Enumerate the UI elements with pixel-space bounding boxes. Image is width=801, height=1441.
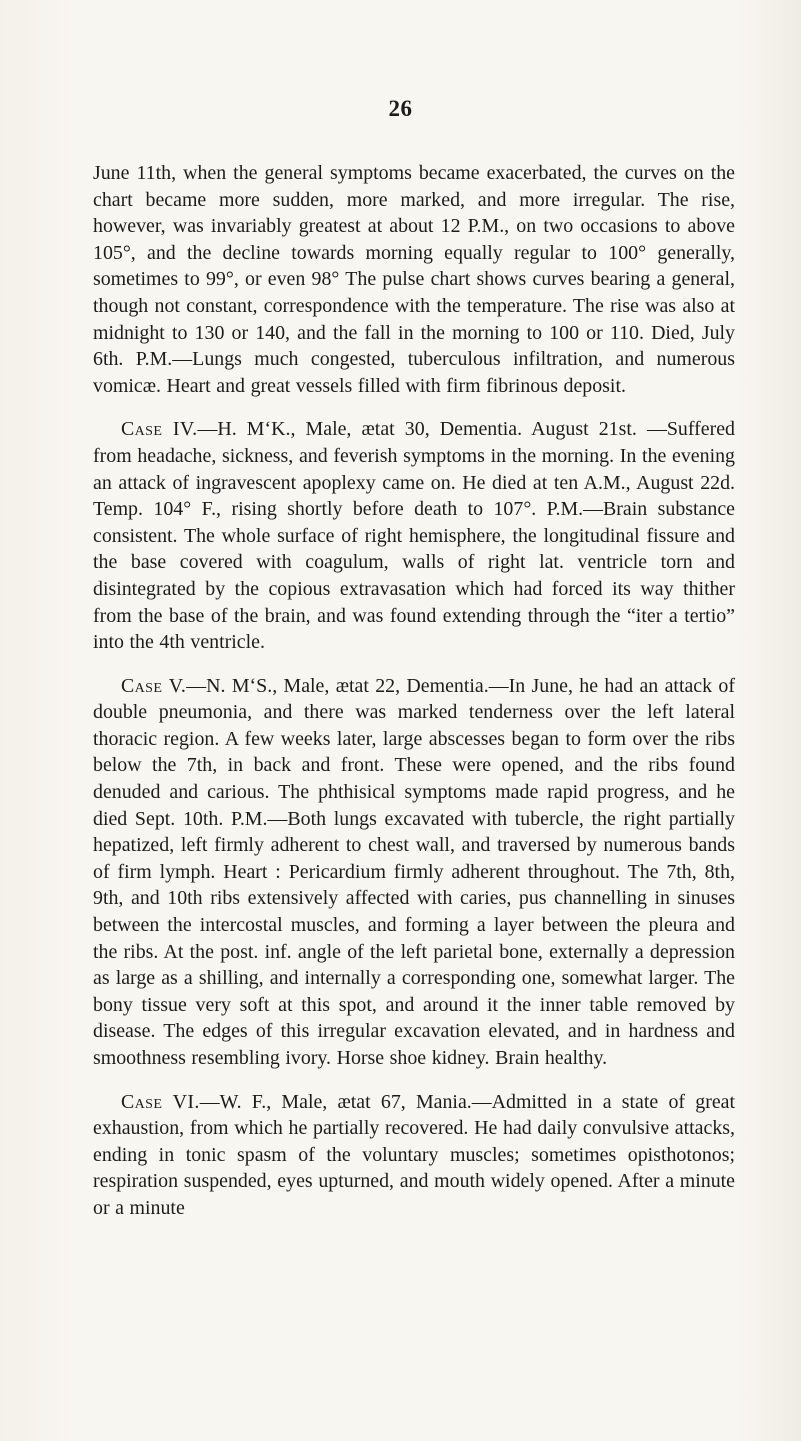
paragraph-gap <box>93 656 735 673</box>
case-heading: Case IV. <box>121 418 198 441</box>
page-number: 26 <box>388 96 413 121</box>
paragraph-case-vi <box>93 1089 735 1222</box>
paragraph-text: —W. F., Male, ætat 67, Mania.—Admitted in a state of great exhaustion, from which he partially recovered. He had daily convulsive attacks, ending in tonic spasm of the voluntary muscles; sometimes opisthotonos; respiration suspended, eyes upturned, and mouth widely opened. After a minute or a minute <box>93 1090 735 1219</box>
paragraph-case-v <box>93 673 735 1072</box>
body-text <box>93 160 735 1222</box>
paragraph-case-iv <box>93 416 735 655</box>
paragraph-continuation <box>93 160 735 399</box>
paragraph-text: —N. M‘S., Male, ætat 22, Dementia.—In June, he had an attack of double pneumonia, and there was marked tenderness over the left lateral thoracic region. A few weeks later, large abscesses began to form over the ribs below the 7th, in back and front. These were opened, and the ribs found denuded and carious. The phthisical symptoms made rapid progress, and he died Sept. 10th. P.M.—Both lungs excavated with tubercle, the right partially hepatized, left firmly adherent to chest wall, and traversed by numerous bands of firm lymph. Heart : Pericardium firmly adherent throughout. The 7th, 8th, 9th, and 10th ribs extensively affected with caries, pus channelling in sinuses between the intercostal muscles, and forming a layer between the pleura and the ribs. At the post. inf. angle of the left parietal bone, externally a depression as large as a shilling, and internally a corresponding one, somewhat larger. The bony tissue very soft at this spot, and around it the inner table removed by disease. The edges of this irregular excavation elevated, and in hardness and smoothness resembling ivory. Horse shoe kidney. Brain healthy. <box>93 674 735 1069</box>
paragraph-text: June 11th, when the general symptoms became exacerbated, the curves on the chart became more sudden, more marked, and more irregular. The rise, however, was invariably greatest at about 12 P.M., on two occasions to above 105°, and the decline towards morning equally regular to 100° generally, sometimes to 99°, or even 98° The pulse chart shows curves bearing a general, though not constant, correspondence with the temperature. The rise was also at midnight to 130 or 140, and the fall in the morning to 100 or 110. Died, July 6th. P.M.—Lungs much congested, tuberculous infiltration, and numerous vomicæ. Heart and great vessels filled with firm fibrinous deposit. <box>93 162 735 397</box>
paragraph-text: —H. M‘K., Male, ætat 30, Dementia. August 21st. —Suffered from headache, sickness, and feverish symptoms in the morning. In the evening an attack of ingravescent apoplexy came on. He died at ten A.M., August 22d. Temp. 104° F., rising shortly before death to 107°. P.M.—Brain substance consistent. The whole surface of right hemisphere, the longitudinal fissure and the base covered with coagulum, walls of right lat. ventricle torn and disintegrated by the copious extravasation which had forced its way thither from the base of the brain, and was found extending through the “iter a tertio” into the 4th ventricle. <box>93 418 735 654</box>
case-heading: Case V. <box>121 674 187 697</box>
paragraph-gap <box>93 399 735 416</box>
case-heading: Case VI. <box>121 1090 200 1113</box>
paragraph-gap <box>93 1072 735 1089</box>
